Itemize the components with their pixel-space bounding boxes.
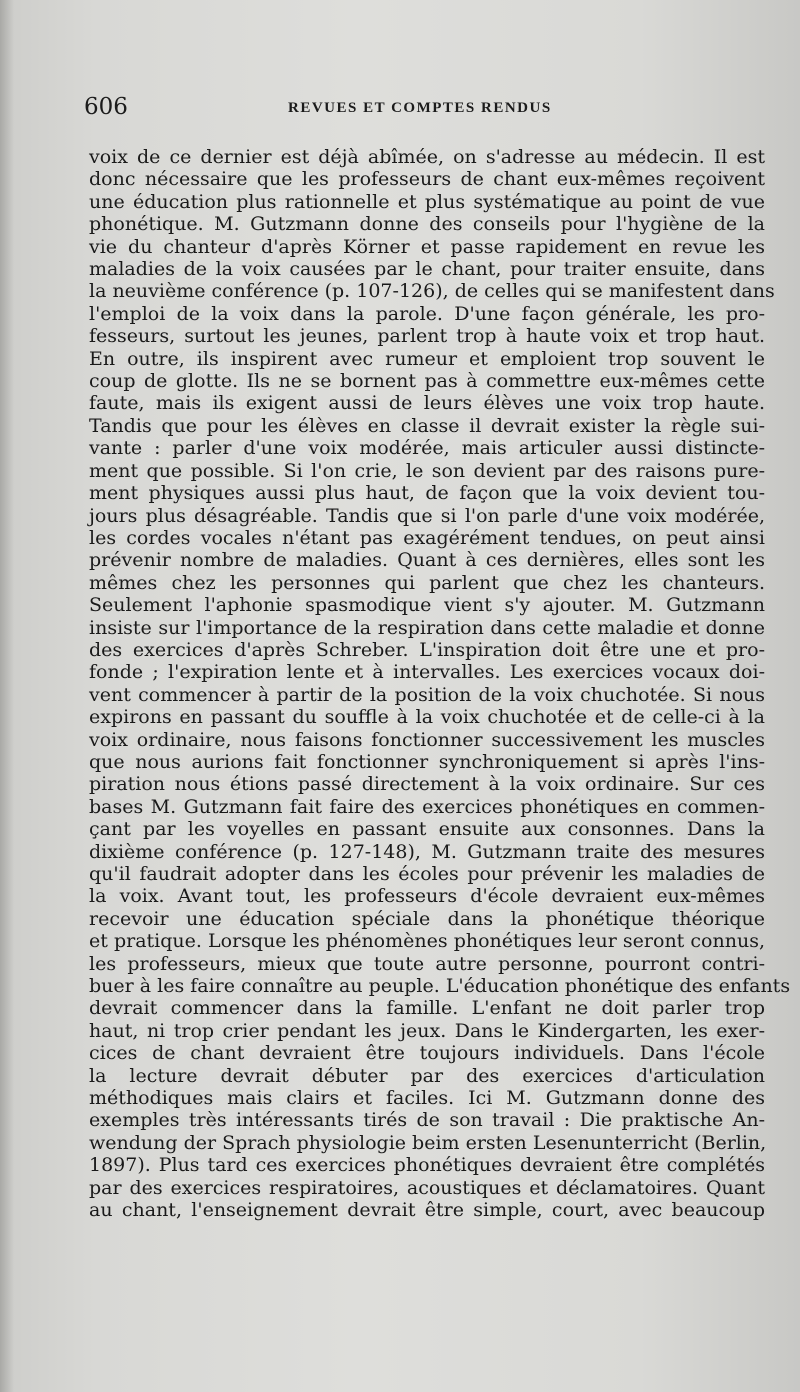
text-line: au chant, l'enseignement devrait être simple, court, avec beaucoup [89,1199,765,1222]
text-line: vent commencer à partir de la position de la voix chuchotée. Si nous [89,683,765,706]
text-line: voix ordinaire, nous faisons fonctionner successivement les muscles [89,728,765,751]
journal-title: REVUES ET COMPTES RENDUS [288,100,552,116]
text-line: bases M. Gutzmann fait faire des exercices phonétiques en commen- [89,795,765,818]
text-line: et pratique. Lorsque les phénomènes phonétiques leur seront connus, [89,930,765,953]
text-line: la lecture devrait débuter par des exercices d'articulation [89,1064,765,1087]
page-edge-shadow [0,0,14,1392]
text-line: çant par les voyelles en passant ensuite aux consonnes. Dans la [89,818,765,841]
text-line: wendung der Sprach physiologie beim ersten Lesenunterricht (Berlin, [89,1131,767,1154]
text-line: Tandis que pour les élèves en classe il devrait exister la règle sui- [89,414,765,437]
text-line: insiste sur l'importance de la respiration dans cette maladie et donne [89,616,765,639]
text-line: dixième conférence (p. 127-148), M. Gutzmann traite des mesures [89,840,765,863]
text-line: phonétique. M. Gutzmann donne des conseils pour l'hygiène de la [89,213,765,236]
text-line: les cordes vocales n'étant pas exagérément tendues, on peut ainsi [89,526,765,549]
text-line: cices de chant devraient être toujours individuels. Dans l'école [89,1042,765,1065]
text-line: vante : parler d'une voix modérée, mais articuler aussi distincte- [89,437,765,460]
text-line: ment que possible. Si l'on crie, le son devient par des raisons pure- [89,459,765,482]
text-line: la voix. Avant tout, les professeurs d'école devraient eux-mêmes [89,885,765,908]
page-number: 606 [84,94,128,120]
text-line: vie du chanteur d'après Körner et passe rapidement en revue les [89,235,765,258]
text-line: 1897). Plus tard ces exercices phonétiques devraient être complétés [89,1154,765,1177]
text-line: que nous aurions fait fonctionner synchroniquement si après l'ins- [89,750,765,773]
text-line: mêmes chez les personnes qui parlent que chez les chanteurs. [89,571,765,594]
text-line: coup de glotte. Ils ne se bornent pas à commettre eux-mêmes cette [89,370,765,393]
text-line: une éducation plus rationnelle et plus systématique au point de vue [89,190,765,213]
text-line: l'emploi de la voix dans la parole. D'une façon générale, les pro- [89,302,765,325]
text-line: la neuvième conférence (p. 107-126), de celles qui se manifestent dans [89,280,775,303]
text-line: des exercices d'après Schreber. L'inspiration doit être une et pro- [89,638,765,661]
text-line: maladies de la voix causées par le chant, pour traiter ensuite, dans [89,258,765,281]
text-line: recevoir une éducation spéciale dans la phonétique théorique [89,907,765,930]
text-line: voix de ce dernier est déjà abîmée, on s'adresse au médecin. Il est [89,146,765,168]
text-line: les professeurs, mieux que toute autre personne, pourront contri- [89,952,765,975]
text-line: piration nous étions passé directement à la voix ordinaire. Sur ces [89,773,765,796]
text-line: méthodiques mais clairs et faciles. Ici M. Gutzmann donne des [89,1087,765,1110]
text-line: fonde ; l'expiration lente et à intervalles. Les exercices vocaux doi- [89,661,765,684]
text-line: haut, ni trop crier pendant les jeux. Dans le Kindergarten, les exer- [89,1019,765,1042]
text-line: buer à les faire connaître au peuple. L'éducation phonétique des enfants [89,975,791,998]
text-line: En outre, ils inspirent avec rumeur et emploient trop souvent le [89,347,765,370]
text-line: devrait commencer dans la famille. L'enfant ne doit parler trop [89,997,765,1020]
text-line: exemples très intéressants tirés de son travail : Die praktische An- [89,1109,765,1132]
text-line: fesseurs, surtout les jeunes, parlent trop à haute voix et trop haut. [89,325,765,348]
text-line: Seulement l'aphonie spasmodique vient s'y ajouter. M. Gutzmann [89,594,765,617]
text-line: qu'il faudrait adopter dans les écoles pour prévenir les maladies de [89,863,765,885]
running-head [84,94,764,128]
text-line: jours plus désagréable. Tandis que si l'on parle d'une voix modérée, [89,504,765,527]
body-text [89,146,791,1222]
text-line: prévenir nombre de maladies. Quant à ces dernières, elles sont les [89,549,765,572]
text-line: expirons en passant du souffle à la voix chuchotée et de celle-ci à la [89,706,765,729]
text-line: donc nécessaire que les professeurs de chant eux-mêmes reçoivent [89,168,765,191]
text-line: par des exercices respiratoires, acoustiques et déclamatoires. Quant [89,1176,765,1199]
text-line: faute, mais ils exigent aussi de leurs élèves une voix trop haute. [89,392,765,415]
text-line: ment physiques aussi plus haut, de façon que la voix devient tou- [89,482,765,505]
